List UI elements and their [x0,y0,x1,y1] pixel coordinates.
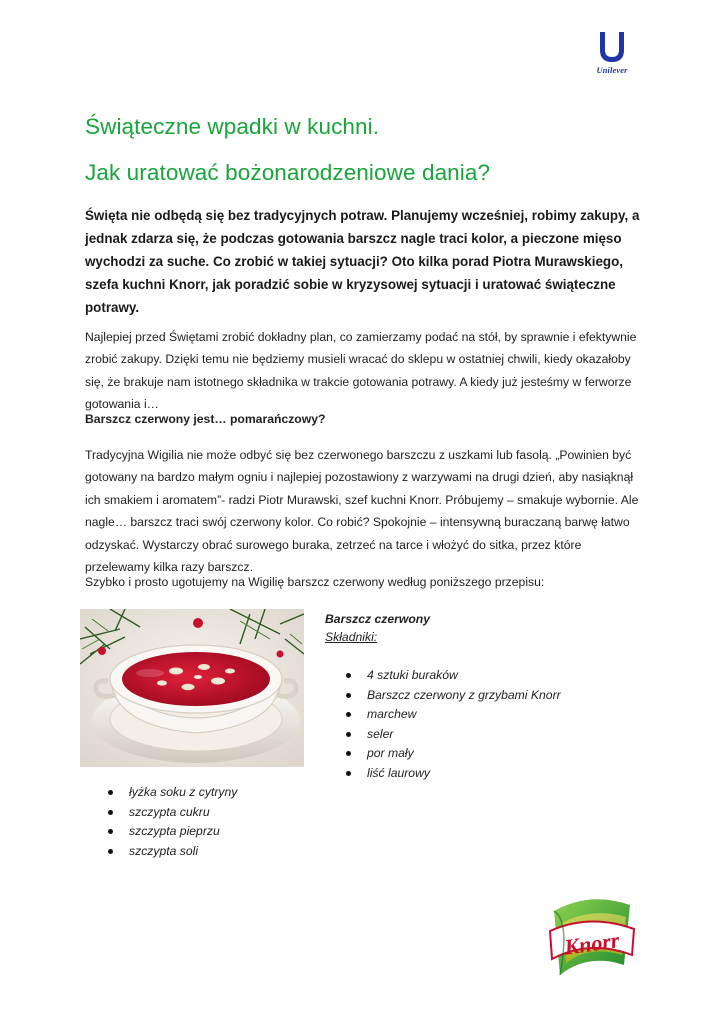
borscht-photo [80,609,304,767]
page-subtitle: Jak uratować bożonarodzeniowe dania? [85,160,491,185]
recipe-header [325,610,625,646]
knorr-logo [540,893,640,983]
intro-paragraph: Najlepiej przed Świętami zrobić dokładny plan, co zamierzamy podać na stół, by sprawnie i efektywnie zrobić zakupy. Dzięki temu nie będziemy musieli wracać do sklepu w ostatniej chwili, kiedy okazałoby się, że brakuje nam istotnego składnika w trakcie gotowania potrawy. A kiedy już jesteśmy w ferworze gotowania i… [85,330,637,412]
section-heading: Barszcz czerwony jest… pomarańczowy? [85,412,326,426]
page-title: Świąteczne wpadki w kuchni. [85,114,380,139]
recipe-intro-paragraph: Szybko i prosto ugotujemy na Wigilię barszcz czerwony według poniższego przepisu: [85,575,545,589]
list-item: szczypta pieprzu [107,822,237,842]
borscht-paragraph: Tradycyjna Wigilia nie może odbyć się bez czerwonego barszczu z uszkami lub fasolą. „Powinien być gotowany na bardzo małym ogniu i najlepiej pozostawiony z warzywami na drugi dzień, aby nasiąknął ich smakiem i aromatem”- radzi Piotr Murawski, szef kuchni Knorr. Próbujemy – smakuje wybornie. Ale nagle… barszcz traci swój czerwony kolor. Co robić? Spokojnie – intensywną buraczaną barwę łatwo odzyskać. Wystarczy obrać surowego buraka, zetrzeć na tarce i włożyć do sitka, przez które przelewamy kilka razy barszcz. [85,448,639,575]
list-item: liść laurowy [345,764,561,784]
list-item: łyżka soku z cytryny [107,783,237,803]
ingredients-label: Składniki: [325,630,378,644]
ingredients-list-right [345,666,561,784]
unilever-wordmark: Unilever [596,65,628,75]
list-item: por mały [345,744,561,764]
lead-paragraph: Święta nie odbędą się bez tradycyjnych potraw. Planujemy wcześniej, robimy zakupy, a jednak zdarza się, że podczas gotowania barszcz nagle traci kolor, a pieczone mięso wychodzi za suche. Co zrobić w takiej sytuacji? Oto kilka porad Piotra Murawskiego, szefa kuchni Knorr, jak poradzić sobie w kryzysowej sytuacji i uratować świąteczne potrawy. [85,208,640,315]
ingredients-list-left [107,783,237,861]
list-item: marchew [345,705,561,725]
unilever-logo [585,30,639,88]
list-item: seler [345,725,561,745]
knorr-wordmark: Knorr [562,927,621,960]
list-item: szczypta cukru [107,803,237,823]
list-item: 4 sztuki buraków [345,666,561,686]
unilever-u-icon [597,30,627,64]
recipe-title: Barszcz czerwony [325,612,430,626]
list-item: Barszcz czerwony z grzybami Knorr [345,686,561,706]
list-item: szczypta soli [107,842,237,862]
